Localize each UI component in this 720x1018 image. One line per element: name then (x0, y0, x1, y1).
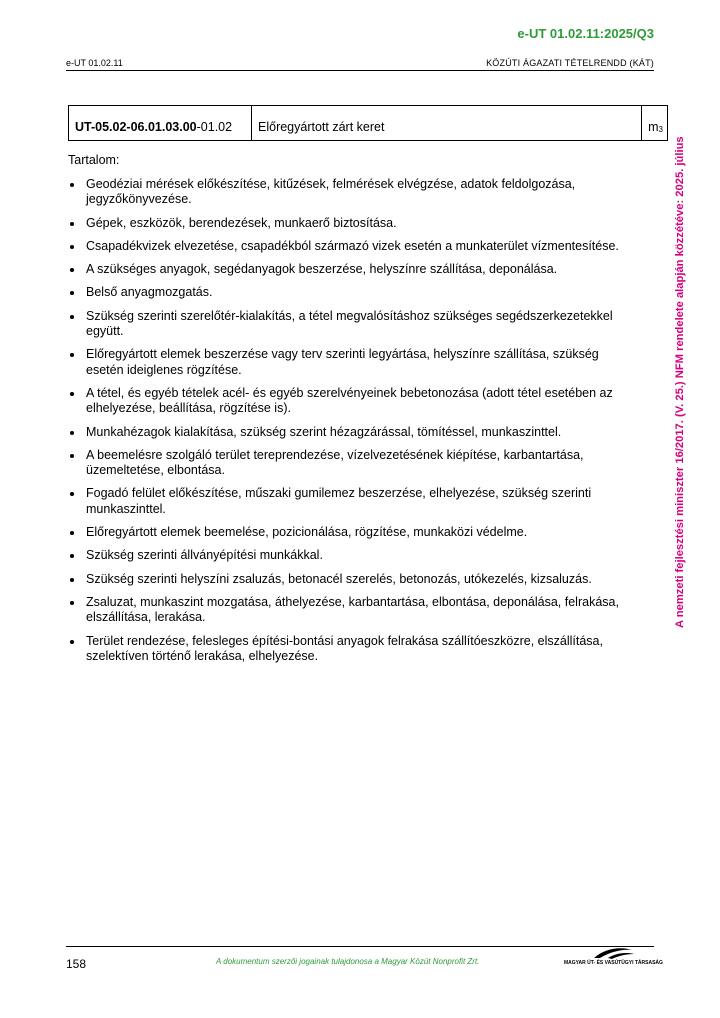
list-item: A tétel, és egyéb tételek acél- és egyéb szerelvényeinek bebetonozása (adott tétel esetében az elhelyezése, beállítása, rögzítése is). (66, 386, 636, 417)
list-item: A beemelésre szolgáló terület tereprendezése, vízelvezetésének kiépítése, karbantartása, üzemeltetése, elbontása. (66, 448, 636, 479)
list-item: Munkahézagok kialakítása, szükség szerint hézagzárással, tömítéssel, munkaszinttel. (66, 425, 636, 440)
item-code-main: UT-05.02-06.01.03.00 (75, 120, 197, 134)
item-unit-base: m (648, 120, 659, 134)
list-item: Előregyártott elemek beszerzése vagy terv szerinti legyártása, helyszínre szállítása, szükség esetén ideiglenes rögzítése. (66, 347, 636, 378)
list-item: Szükség szerinti szerelőtér-kialakítás, a tétel megvalósításhoz szükséges segédszerkezetekkel együtt. (66, 309, 636, 340)
document-code: e-UT 01.02.11:2025/Q3 (517, 26, 654, 41)
list-item: Előregyártott elemek beemelése, pozicionálása, rögzítése, munkaközi védelme. (66, 525, 636, 540)
header-left-code: e-UT 01.02.11 (66, 58, 123, 68)
header-right-title: KÖZÚTI ÁGAZATI TÉTELRENDD (KÁT) (486, 58, 654, 68)
list-item: Fogadó felület előkészítése, műszaki gumilemez beszerzése, elhelyezése, szükség szerinti munkaszinttel. (66, 486, 636, 517)
list-item: Csapadékvizek elvezetése, csapadékból származó vizek esetén a munkaterület vízmentesítése. (66, 239, 636, 254)
item-name: Előregyártott zárt keret (258, 120, 385, 134)
list-item: Szükség szerinti állványépítési munkákkal. (66, 548, 636, 563)
company-logo (564, 946, 663, 968)
item-header-table (68, 105, 668, 141)
content-bullet-list (66, 177, 636, 672)
copyright-notice: A dokumentum szerzői jogainak tulajdonosa a Magyar Közút Nonprofit Zrt. (216, 957, 480, 966)
list-item: Terület rendezése, felesleges építési-bontási anyagok felrakása szállítóeszközre, elszállítása, szelektíven történő lerakása, elhelyezése. (66, 634, 636, 665)
item-unit-cell (642, 106, 667, 140)
side-note-text: A nemzeti fejlesztési miniszter 16/2017. (V. 25.) NFM rendelete alapján közzétéve: 2025. július (674, 136, 686, 628)
list-item: Zsaluzat, munkaszint mozgatása, áthelyezése, karbantartása, elbontása, deponálása, felrakása, elszállítása, lerakása. (66, 595, 636, 626)
item-unit-exponent: 3 (658, 125, 663, 134)
list-item: A szükséges anyagok, segédanyagok beszerzése, helyszínre szállítása, deponálása. (66, 262, 636, 277)
list-item: Geodéziai mérések előkészítése, kitűzések, felmérések elvégzése, adatok feldolgozása, jegyzőkönyvezése. (66, 177, 636, 208)
list-item: Belső anyagmozgatás. (66, 285, 636, 300)
header-divider (66, 70, 654, 71)
content-label: Tartalom: (68, 153, 120, 167)
page-number: 158 (66, 957, 87, 971)
item-code-suffix: -01.02 (196, 120, 233, 134)
item-code-cell (69, 106, 252, 140)
list-item: Gépek, eszközök, berendezések, munkaerő biztosítása. (66, 216, 636, 231)
list-item: Szükség szerinti helyszíni zsaluzás, betonacél szerelés, betonozás, utókezelés, kizsaluzás. (66, 572, 636, 587)
logo-swoosh-icon (564, 946, 654, 960)
item-name-cell (252, 106, 642, 140)
logo-text: MAGYAR ÚT- ÉS VASÚTÜGYI TÁRSASÁG (564, 960, 663, 966)
